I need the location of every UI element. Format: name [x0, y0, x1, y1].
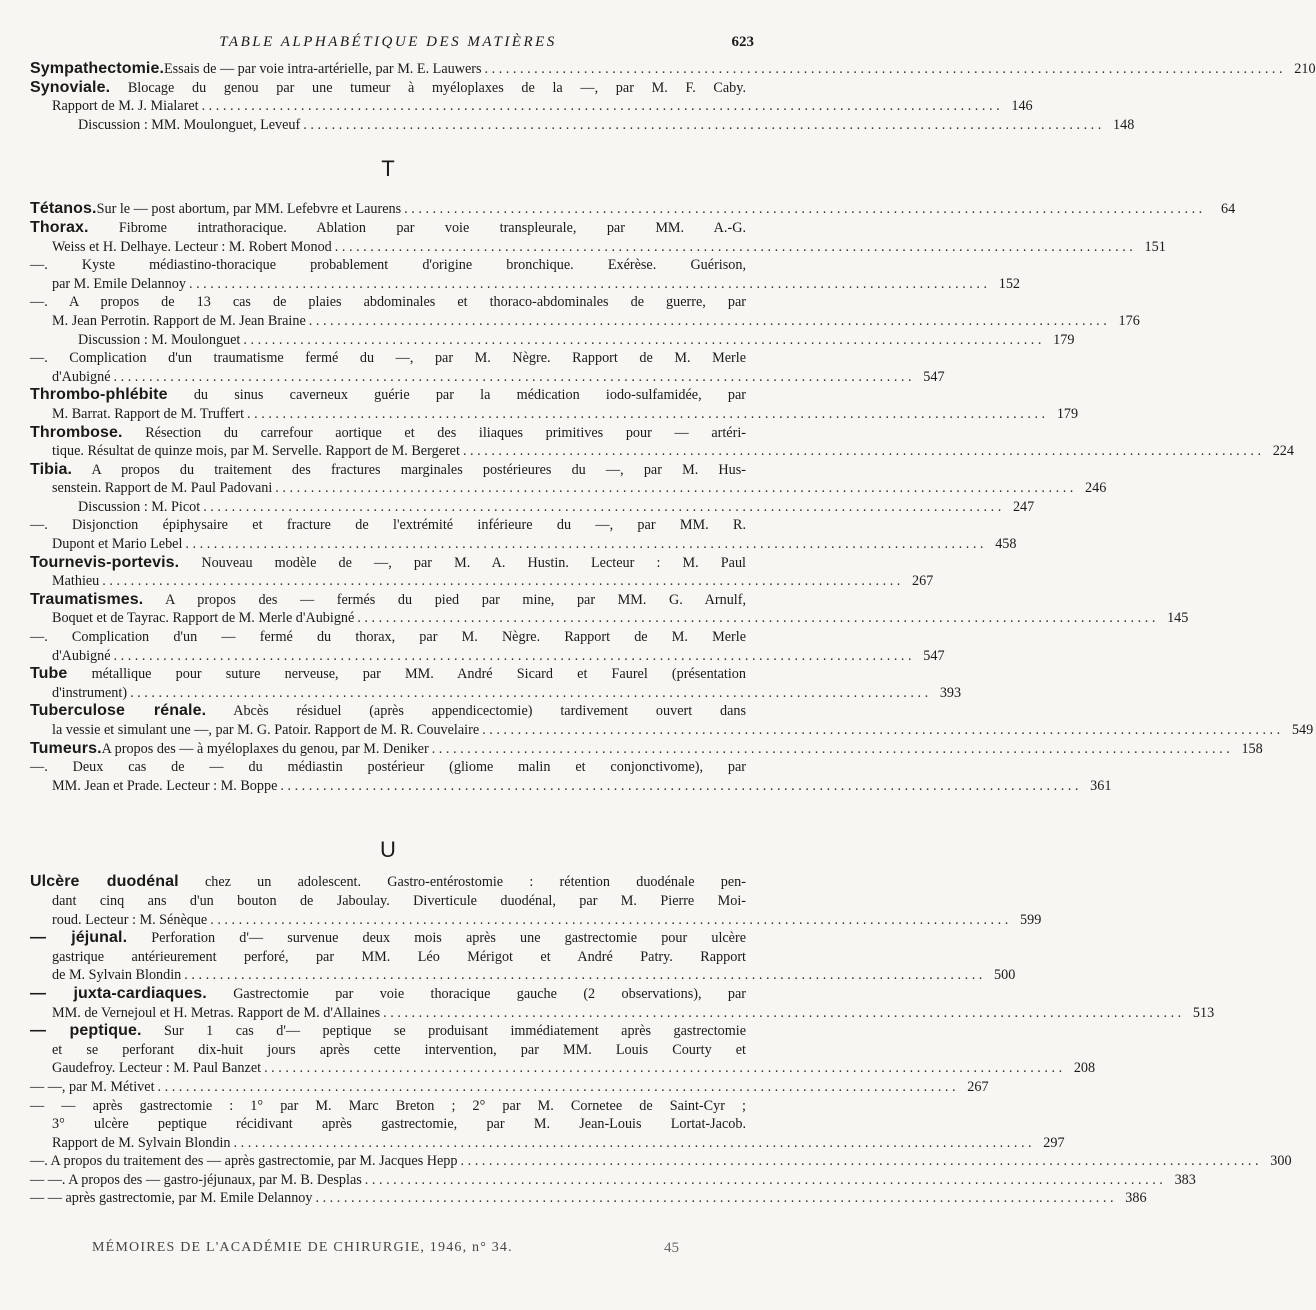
entry-text: — — après gastrectomie, par M. Emile Delannoy: [30, 1190, 313, 1207]
leader-line: [30, 405, 1079, 424]
entry-text: dant cinq ans d'un bouton de Jaboulay. Diverticule duodénal, par M. Pierre Moi-: [52, 892, 746, 909]
dot-leader: [306, 312, 1110, 331]
index-entry: [30, 386, 1079, 423]
footer-page-number: 45: [664, 1240, 679, 1256]
section-letter-t: T: [381, 156, 395, 182]
entry-heading: Thrombose.: [30, 423, 123, 441]
entry-text: d'Aubigné: [52, 647, 111, 664]
leader-line: [30, 238, 1166, 257]
dot-leader: [111, 647, 915, 666]
dot-leader: [300, 116, 1104, 135]
index-entry: [30, 628, 945, 665]
entry-line: [30, 758, 746, 777]
entry-line: [30, 461, 746, 480]
entry-page: 267: [967, 1078, 989, 1095]
entry-text: MM. de Vernejoul et H. Metras. Rapport de M. d'Allaines: [52, 1004, 381, 1021]
section-letter-u: U: [380, 837, 396, 863]
entry-line: [30, 873, 746, 892]
entry-page: 208: [1073, 1060, 1096, 1077]
entry-text: Weiss et H. Delhaye. Lecteur : M. Robert Monod: [52, 238, 332, 255]
leader-line: [30, 331, 1075, 350]
entry-page: 179: [1053, 331, 1075, 348]
entry-page: 151: [1144, 238, 1166, 255]
dot-leader: [127, 684, 931, 703]
leader-line: [30, 1078, 989, 1097]
entry-text: MM. Jean et Prade. Lecteur : M. Boppe: [52, 777, 278, 794]
leader-line: [30, 1134, 1065, 1153]
entry-text: Résection du carrefour aortique et des iliaques primitives pour — artéri-: [145, 424, 746, 441]
entry-text: la vessie et simulant une —, par M. G. Patoir. Rapport de M. R. Couvelaire: [52, 722, 480, 738]
leader-line: [30, 116, 1135, 135]
entry-page: 152: [998, 275, 1021, 292]
entry-heading: Tibia.: [30, 460, 73, 478]
entry-text: Blocage du genou par une tumeur à myéloplaxes de la —, par M. F. Caby.: [127, 79, 746, 96]
entry-line: [30, 1115, 746, 1134]
leader-line: [30, 1059, 1096, 1078]
leader-line: [30, 1004, 1215, 1023]
index-entry: [30, 873, 1042, 929]
leader-line: [30, 442, 1294, 461]
entry-heading: Ulcère duodénal: [30, 873, 179, 891]
leader-line: [30, 966, 1016, 985]
entry-text: senstein. Rapport de M. Paul Padovani: [52, 480, 273, 497]
entry-page: 393: [939, 684, 962, 701]
leader-line: [30, 535, 1017, 554]
entry-line: [30, 892, 746, 911]
index-entry: [30, 590, 1189, 628]
index-entry: [30, 758, 1112, 795]
index-entry: [30, 460, 1107, 517]
entry-page: 547: [923, 368, 945, 385]
entry-line: [30, 554, 746, 573]
entry-page: 458: [995, 536, 1017, 553]
entry-text: —. Disjonction épiphysaire et fracture de l'extrémité inférieure du —, par MM. R.: [30, 517, 746, 534]
index-entry: [30, 349, 945, 386]
leader-line: [30, 1171, 1196, 1190]
entry-text: Dupont et Mario Lebel: [52, 536, 183, 553]
section-s: [30, 60, 1316, 134]
dot-leader: [207, 911, 1011, 930]
dot-leader: [354, 609, 1158, 628]
dot-leader: [482, 60, 1286, 79]
entry-page: 210: [1294, 61, 1316, 77]
entry-text: M. Barrat. Rapport de M. Truffert: [52, 405, 245, 422]
entry-page: 145: [1167, 610, 1189, 627]
dot-leader: [332, 238, 1136, 257]
index-entry: [30, 1171, 1196, 1190]
leader-line: [30, 479, 1107, 498]
leader-line: [30, 572, 934, 591]
leader-line: [30, 200, 1236, 219]
entry-page: 513: [1192, 1004, 1215, 1021]
entry-heading: Tétanos.: [30, 200, 97, 218]
entry-heading: Tumeurs.: [30, 739, 102, 757]
index-entry: [30, 516, 1017, 553]
entry-text: —. Kyste médiastino-thoracique probablement d'origine bronchique. Exérèse. Guérison,: [30, 257, 746, 274]
leader-line: [30, 498, 1035, 517]
entry-page: 224: [1272, 443, 1294, 460]
dot-leader: [111, 368, 915, 387]
entry-page: 297: [1043, 1134, 1065, 1151]
entry-page: 500: [994, 967, 1016, 984]
dot-leader: [231, 1134, 1035, 1153]
page-number: 623: [731, 34, 754, 50]
index-entry: [30, 702, 1314, 739]
dot-leader: [380, 1004, 1184, 1023]
entry-line: [30, 929, 746, 948]
entry-text: — —, par M. Métivet: [30, 1078, 155, 1095]
index-entry: [30, 1022, 1096, 1078]
entry-text: — —. A propos des — gastro-jéjunaux, par M. B. Desplas: [30, 1171, 362, 1188]
index-entry: [30, 218, 1166, 256]
entry-text: M. Jean Perrotin. Rapport de M. Jean Braine: [52, 312, 306, 329]
index-entry: [30, 78, 1135, 135]
entry-text: Discussion : MM. Moulonguet, Leveuf: [78, 116, 301, 133]
entry-line: [30, 985, 746, 1004]
entry-text: roud. Lecteur : M. Sénèque: [52, 911, 208, 928]
leader-line: [30, 721, 1314, 740]
dot-leader: [362, 1171, 1166, 1190]
index-entry: [30, 553, 934, 591]
entry-text: Sur le — post abortum, par MM. Lefebvre et Laurens: [96, 201, 402, 218]
entry-text: Essais de — par voie intra-artérielle, par M. E. Lauwers: [163, 61, 482, 77]
dot-leader: [181, 966, 985, 985]
section-t: [30, 200, 1314, 795]
dot-leader: [155, 1078, 959, 1097]
entry-text: métallique pour suture nerveuse, par MM. André Sicard et Faurel (présentation: [91, 666, 746, 683]
entry-text: du sinus caverneux guérie par la médication iodo-sulfamidée, par: [193, 387, 746, 404]
section-u: [30, 873, 1292, 1208]
entry-heading: Tube: [30, 665, 68, 683]
leader-line: [30, 647, 945, 666]
entry-heading: Synoviale.: [30, 78, 111, 96]
entry-page: 64: [1221, 201, 1236, 218]
entry-page: 599: [1020, 911, 1042, 928]
entry-heading: — juxta-cardiaques.: [30, 984, 207, 1002]
dot-leader: [186, 275, 990, 294]
leader-line: [30, 60, 1316, 79]
page-title: TABLE ALPHABÉTIQUE DES MATIÈRES: [219, 34, 557, 50]
entry-page: 158: [1241, 740, 1263, 757]
index-entry: [30, 423, 1294, 461]
entry-text: 3° ulcère peptique récidivant après gastrectomie, par M. Jean-Louis Lortat-Jacob.: [52, 1116, 746, 1133]
entry-line: [30, 665, 746, 684]
entry-heading: Sympathectomie.: [30, 60, 164, 77]
entry-heading: Tournevis-portevis.: [30, 553, 180, 571]
dot-leader: [99, 572, 903, 591]
dot-leader: [479, 721, 1283, 740]
entry-heading: Thrombo-phlébite: [30, 386, 168, 404]
leader-line: [30, 911, 1042, 930]
entry-text: Sur 1 cas d'— peptique se produisant immédiatement après gastrectomie: [164, 1023, 747, 1040]
entry-text: A propos du traitement des fractures marginales postérieures du —, par M. Hus-: [91, 461, 746, 478]
entry-line: [30, 516, 746, 535]
entry-heading: Traumatismes.: [30, 590, 144, 608]
entry-text: Boquet et de Tayrac. Rapport de M. Merle d'Aubigné: [52, 610, 355, 627]
dot-leader: [460, 442, 1264, 461]
entry-line: [30, 349, 746, 368]
leader-line: [30, 777, 1112, 796]
entry-page: 179: [1056, 405, 1079, 422]
entry-page: 549: [1291, 722, 1314, 738]
entry-line: [30, 1041, 746, 1060]
dot-leader: [458, 1152, 1262, 1171]
entry-text: par M. Emile Delannoy: [52, 275, 186, 292]
entry-text: d'instrument): [52, 684, 128, 701]
index-entry: [30, 665, 962, 702]
entry-text: —. Deux cas de — du médiastin postérieur (gliome malin et conjonctivome), par: [30, 759, 746, 776]
entry-line: [30, 424, 746, 443]
leader-line: [30, 1189, 1147, 1208]
index-entry: [30, 1097, 1065, 1153]
entry-text: Discussion : M. Picot: [78, 498, 201, 515]
index-entry: [30, 256, 1021, 293]
entry-line: [30, 702, 746, 721]
index-entry: [30, 1152, 1292, 1171]
entry-page: 146: [1011, 98, 1033, 115]
index-entry: [30, 60, 1316, 79]
dot-leader: [401, 200, 1205, 219]
index-page: [30, 34, 1316, 1208]
index-entry: [30, 1078, 989, 1097]
entry-text: Rapport de M. Sylvain Blondin: [52, 1134, 231, 1151]
entry-text: Discussion : M. Moulonguet: [78, 331, 241, 348]
entry-line: [30, 628, 746, 647]
entry-line: [30, 591, 746, 610]
index-entry: [30, 293, 1140, 349]
entry-heading: — jéjunal.: [30, 929, 128, 947]
entry-line: [30, 948, 746, 967]
entry-text: Gaudefroy. Lecteur : M. Paul Banzet: [52, 1060, 262, 1077]
entry-text: Abcès résiduel (après appendicectomie) tardivement ouvert dans: [233, 703, 746, 720]
leader-line: [30, 97, 1033, 116]
entry-text: tique. Résultat de quinze mois, par M. Servelle. Rapport de M. Bergeret: [52, 443, 460, 460]
entry-text: Gastrectomie par voie thoracique gauche (2 observations), par: [233, 985, 747, 1002]
entry-text: — — après gastrectomie : 1° par M. Marc Breton ; 2° par M. Cornetee de Saint-Cyr ;: [30, 1097, 746, 1114]
dot-leader: [272, 479, 1076, 498]
entry-page: 176: [1118, 312, 1140, 329]
leader-line: [30, 368, 945, 387]
running-head: [30, 34, 754, 60]
footer-journal: MÉMOIRES DE L'ACADÉMIE DE CHIRURGIE, 1946, n° 34.: [92, 1240, 513, 1255]
index-entry: [30, 739, 1263, 759]
entry-text: A propos des — fermés du pied par mine, par MM. G. Arnulf,: [165, 591, 746, 608]
dot-leader: [182, 535, 986, 554]
entry-page: 386: [1125, 1190, 1147, 1207]
entry-page: 148: [1113, 116, 1135, 133]
entry-text: —. Complication d'un — fermé du thorax, par M. Nègre. Rapport de M. Merle: [30, 629, 746, 646]
entry-page: 361: [1090, 777, 1112, 794]
dot-leader: [277, 777, 1081, 796]
entry-heading: Thorax.: [30, 218, 89, 236]
entry-page: 247: [1012, 498, 1035, 515]
entry-page: 547: [923, 647, 945, 664]
entry-text: Rapport de M. J. Mialaret: [52, 98, 199, 115]
index-entry: [30, 200, 1236, 219]
dot-leader: [261, 1059, 1065, 1078]
entry-line: [30, 256, 746, 275]
leader-line: [30, 609, 1189, 628]
entry-heading: Tuberculose rénale.: [30, 702, 207, 720]
entry-text: Perforation d'— survenue deux mois après une gastrectomie pour ulcère: [151, 930, 746, 947]
entry-text: —. A propos de 13 cas de plaies abdominales et thoraco-abdominales de guerre, par: [30, 294, 746, 311]
entry-text: A propos des — à myéloplaxes du genou, par M. Deniker: [101, 740, 429, 757]
index-entry: [30, 929, 1016, 985]
dot-leader: [429, 740, 1233, 759]
entry-text: de M. Sylvain Blondin: [52, 967, 182, 984]
entry-line: [30, 1097, 746, 1116]
entry-text: Mathieu: [52, 573, 100, 590]
entry-line: [30, 219, 746, 238]
entry-text: —. A propos du traitement des — après gastrectomie, par M. Jacques Hepp: [30, 1153, 458, 1170]
index-entry: [30, 1189, 1147, 1208]
entry-heading: — peptique.: [30, 1022, 142, 1040]
leader-line: [30, 275, 1021, 294]
dot-leader: [312, 1189, 1116, 1208]
entry-line: [30, 293, 746, 312]
entry-line: [30, 1022, 746, 1041]
leader-line: [30, 312, 1140, 331]
entry-page: 267: [912, 573, 934, 590]
leader-line: [30, 684, 962, 703]
entry-page: 383: [1174, 1171, 1196, 1188]
entry-text: d'Aubigné: [52, 368, 111, 385]
index-entry: [30, 984, 1215, 1022]
entry-line: [30, 386, 746, 405]
entry-page: 246: [1085, 480, 1107, 497]
leader-line: [30, 739, 1263, 759]
entry-text: —. Complication d'un traumatisme fermé du —, par M. Nègre. Rapport de M. Merle: [30, 350, 746, 367]
dot-leader: [240, 331, 1044, 350]
entry-text: gastrique antérieurement perforé, par MM. Léo Mérigot et André Patry. Rapport: [52, 948, 746, 965]
dot-leader: [200, 498, 1004, 517]
entry-text: Fibrome intrathoracique. Ablation par voie transpleurale, par MM. A.-G.: [118, 219, 746, 236]
entry-page: 300: [1270, 1153, 1292, 1170]
entry-text: chez un adolescent. Gastro-entérostomie : rétention duodénale pen-: [204, 874, 746, 891]
entry-text: et se perforant dix-huit jours après cette intervention, par MM. Louis Courty et: [52, 1041, 746, 1058]
dot-leader: [244, 405, 1048, 424]
entry-line: [30, 79, 746, 98]
leader-line: [30, 1152, 1292, 1171]
entry-text: Nouveau modèle de —, par M. A. Hustin. Lecteur : M. Paul: [201, 554, 747, 571]
dot-leader: [199, 97, 1003, 116]
